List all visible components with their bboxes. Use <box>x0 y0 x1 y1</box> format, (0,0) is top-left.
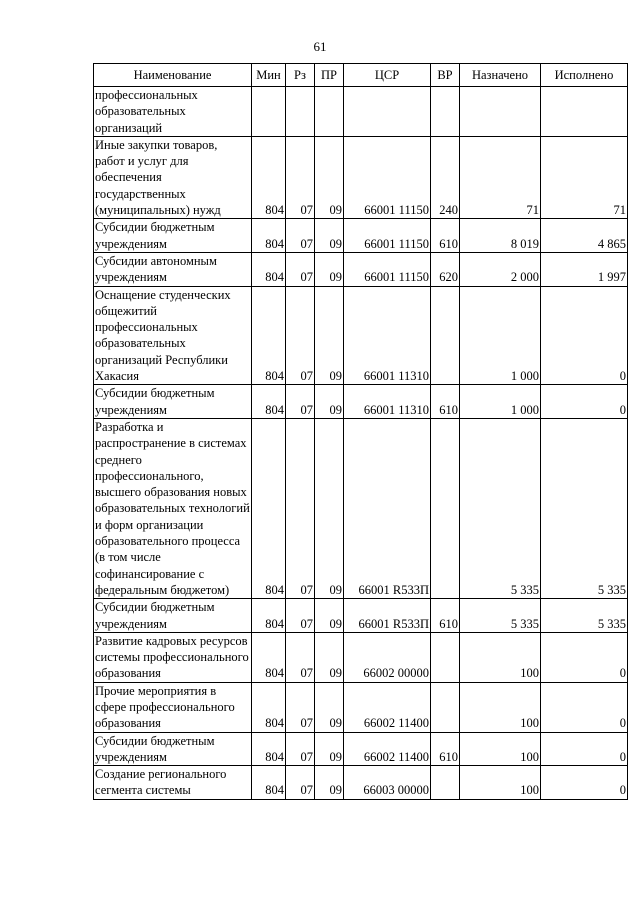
table-row <box>94 286 628 385</box>
header-vr: ВР <box>431 64 460 87</box>
cell-name: Иные закупки товаров, работ и услуг для обеспечения государственных (муниципальных) нужд <box>94 136 252 218</box>
table-row <box>94 766 628 800</box>
cell-assigned: 100 <box>460 766 541 800</box>
cell-executed: 0 <box>541 732 628 766</box>
cell-pr: 09 <box>315 385 344 419</box>
cell-vr <box>431 632 460 682</box>
cell-min: 804 <box>252 136 286 218</box>
cell-rz: 07 <box>286 418 315 598</box>
table-row <box>94 682 628 732</box>
cell-rz: 07 <box>286 385 315 419</box>
cell-assigned: 5 335 <box>460 599 541 633</box>
cell-rz: 07 <box>286 632 315 682</box>
cell-name: Субсидии бюджетным учреждениям <box>94 599 252 633</box>
cell-min: 804 <box>252 632 286 682</box>
cell-pr: 09 <box>315 599 344 633</box>
cell-csr: 66001 11310 <box>344 385 431 419</box>
cell-pr: 09 <box>315 682 344 732</box>
cell-csr: 66002 11400 <box>344 682 431 732</box>
cell-assigned: 1 000 <box>460 385 541 419</box>
cell-rz: 07 <box>286 732 315 766</box>
cell-assigned: 100 <box>460 732 541 766</box>
cell-min: 804 <box>252 766 286 800</box>
cell-executed: 0 <box>541 385 628 419</box>
cell-executed: 71 <box>541 136 628 218</box>
cell-name: Субсидии бюджетным учреждениям <box>94 219 252 253</box>
cell-min: 804 <box>252 385 286 419</box>
cell-assigned: 8 019 <box>460 219 541 253</box>
cell-csr: 66003 00000 <box>344 766 431 800</box>
cell-rz: 07 <box>286 682 315 732</box>
cell-executed: 1 997 <box>541 252 628 286</box>
cell-csr: 66001 11150 <box>344 219 431 253</box>
cell-name: профессиональных образовательных организаций <box>94 87 252 137</box>
cell-rz: 07 <box>286 136 315 218</box>
cell-assigned: 100 <box>460 682 541 732</box>
header-min: Мин <box>252 64 286 87</box>
table-row <box>94 418 628 598</box>
cell-name: Субсидии бюджетным учреждениям <box>94 732 252 766</box>
cell-executed <box>541 87 628 137</box>
cell-rz: 07 <box>286 599 315 633</box>
cell-rz: 07 <box>286 286 315 385</box>
table-row <box>94 732 628 766</box>
cell-executed: 0 <box>541 682 628 732</box>
cell-name: Развитие кадровых ресурсов системы профессионального образования <box>94 632 252 682</box>
cell-csr: 66001 R533П <box>344 599 431 633</box>
header-name: Наименование <box>94 64 252 87</box>
cell-min <box>252 87 286 137</box>
cell-pr: 09 <box>315 766 344 800</box>
header-executed: Исполнено <box>541 64 628 87</box>
page-number: 61 <box>313 39 327 54</box>
cell-vr: 610 <box>431 385 460 419</box>
cell-min: 804 <box>252 682 286 732</box>
cell-assigned: 71 <box>460 136 541 218</box>
cell-csr: 66002 11400 <box>344 732 431 766</box>
cell-csr: 66001 11150 <box>344 136 431 218</box>
cell-assigned: 2 000 <box>460 252 541 286</box>
cell-min: 804 <box>252 286 286 385</box>
cell-rz: 07 <box>286 252 315 286</box>
cell-min: 804 <box>252 418 286 598</box>
cell-csr: 66001 R533П <box>344 418 431 598</box>
cell-rz <box>286 87 315 137</box>
cell-pr <box>315 87 344 137</box>
cell-csr <box>344 87 431 137</box>
cell-csr: 66002 00000 <box>344 632 431 682</box>
cell-executed: 4 865 <box>541 219 628 253</box>
cell-name: Разработка и распространение в системах среднего профессионального, высшего образования новых образовательных технологий и форм организации образовательного процесса (в том числе софинансирование с федеральным бюджетом) <box>95 419 250 597</box>
cell-name: Прочие мероприятия в сфере профессионального образования <box>94 682 252 732</box>
table-row <box>94 87 628 137</box>
cell-name: Субсидии автономным учреждениям <box>94 252 252 286</box>
cell-pr: 09 <box>315 632 344 682</box>
cell-assigned: 100 <box>460 632 541 682</box>
header-pr: ПР <box>315 64 344 87</box>
cell-pr: 09 <box>315 252 344 286</box>
cell-executed: 0 <box>541 286 628 385</box>
cell-vr: 620 <box>431 252 460 286</box>
table-body <box>94 87 628 800</box>
cell-min: 804 <box>252 219 286 253</box>
cell-name: Создание регионального сегмента системы <box>94 766 252 800</box>
header-csr: ЦСР <box>344 64 431 87</box>
cell-assigned: 1 000 <box>460 286 541 385</box>
cell-csr: 66001 11150 <box>344 252 431 286</box>
cell-vr <box>431 87 460 137</box>
cell-vr: 610 <box>431 599 460 633</box>
cell-executed: 5 335 <box>541 418 628 598</box>
cell-executed: 0 <box>541 766 628 800</box>
cell-vr: 610 <box>431 732 460 766</box>
cell-name: Оснащение студенческих общежитий профессиональных образовательных организаций Республики Хакасия <box>94 286 252 385</box>
cell-vr: 240 <box>431 136 460 218</box>
cell-pr: 09 <box>315 286 344 385</box>
cell-executed: 5 335 <box>541 599 628 633</box>
cell-assigned <box>460 87 541 137</box>
table-row <box>94 136 628 218</box>
cell-rz: 07 <box>286 219 315 253</box>
cell-pr: 09 <box>315 418 344 598</box>
table-row <box>94 219 628 253</box>
header-rz: Рз <box>286 64 315 87</box>
table-row <box>94 632 628 682</box>
cell-pr: 09 <box>315 732 344 766</box>
cell-vr: 610 <box>431 219 460 253</box>
table-row <box>94 252 628 286</box>
cell-pr: 09 <box>315 136 344 218</box>
cell-vr <box>431 766 460 800</box>
budget-table <box>93 63 628 800</box>
cell-pr: 09 <box>315 219 344 253</box>
cell-min: 804 <box>252 252 286 286</box>
cell-min: 804 <box>252 732 286 766</box>
cell-csr: 66001 11310 <box>344 286 431 385</box>
table-row <box>94 385 628 419</box>
header-assigned: Назначено <box>460 64 541 87</box>
table-header-row <box>94 64 628 87</box>
cell-executed: 0 <box>541 632 628 682</box>
cell-vr <box>431 682 460 732</box>
table-row <box>94 599 628 633</box>
cell-assigned: 5 335 <box>460 418 541 598</box>
cell-name: Субсидии бюджетным учреждениям <box>94 385 252 419</box>
cell-vr <box>431 418 460 598</box>
cell-rz: 07 <box>286 766 315 800</box>
cell-vr <box>431 286 460 385</box>
cell-min: 804 <box>252 599 286 633</box>
